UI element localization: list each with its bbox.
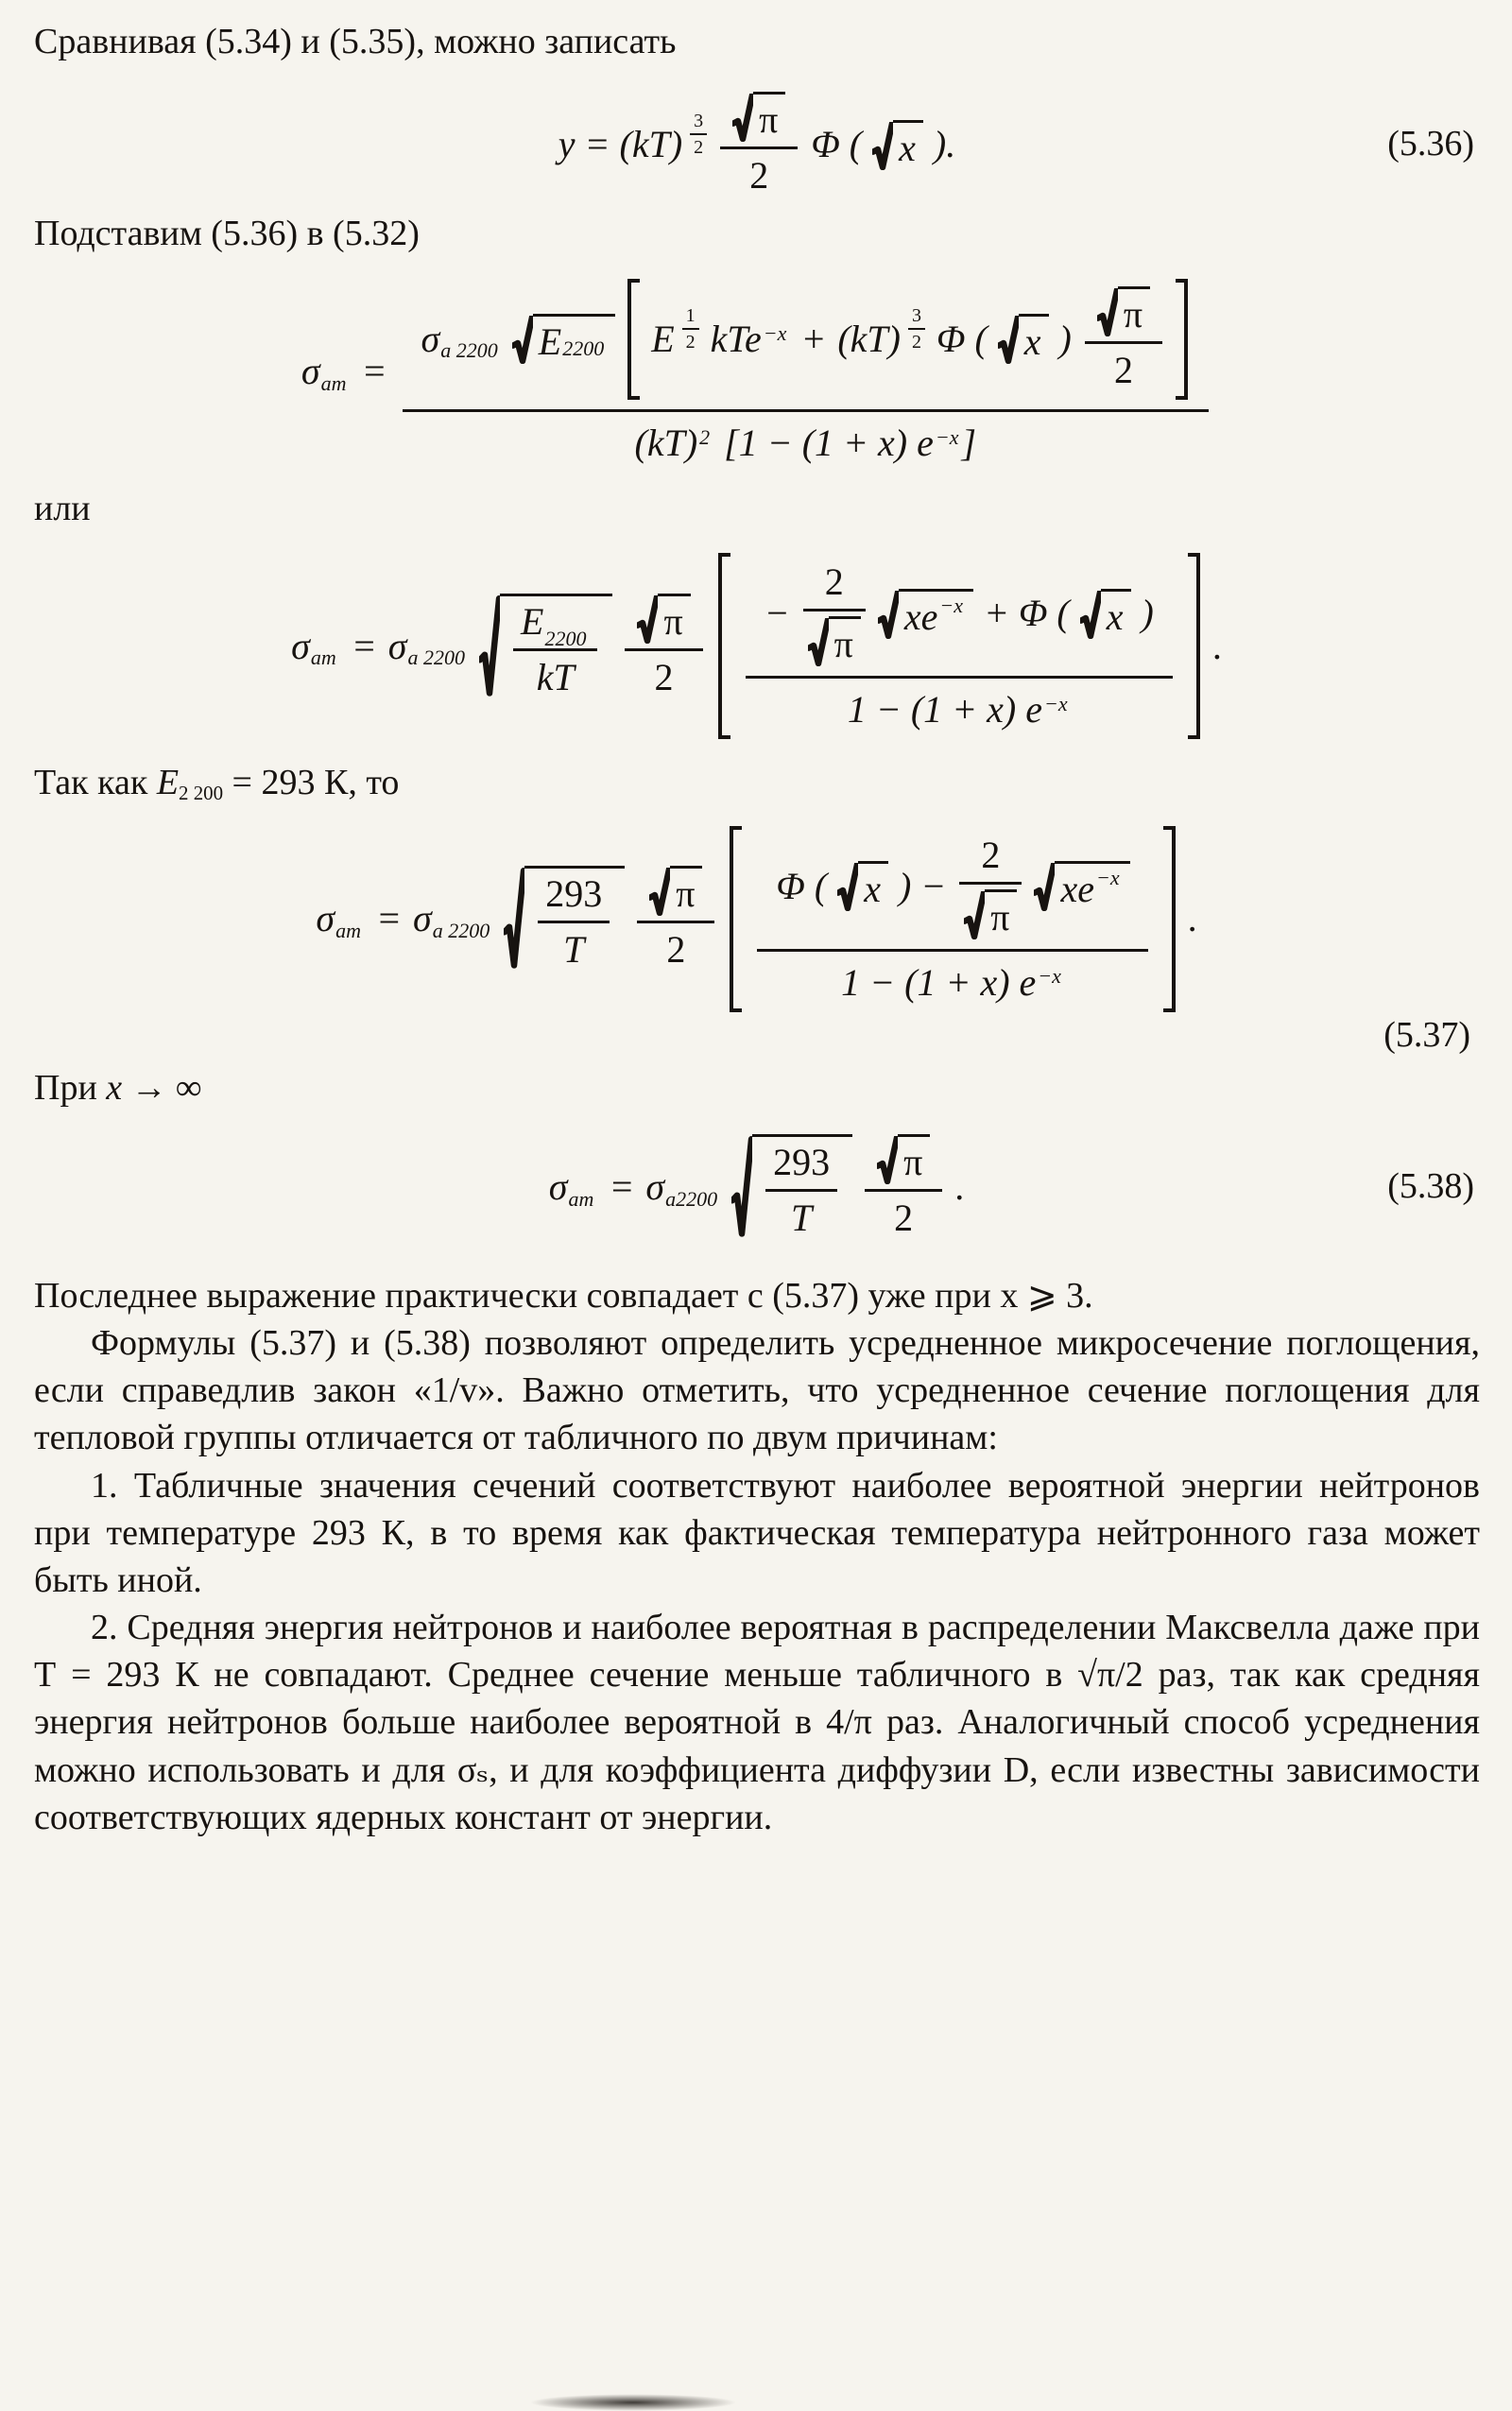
equation-number-537 — [34, 1014, 1470, 1056]
fraction-sqrtpi-over-two — [625, 594, 702, 699]
text-run: 1 − (1 + x) e — [841, 960, 1037, 1004]
radicand-fraction — [524, 866, 625, 972]
left-bracket — [627, 279, 640, 400]
fraction-denominator: 2 — [749, 154, 769, 198]
radicand-pi: π — [829, 616, 861, 666]
sigma-am — [291, 625, 340, 668]
main-fraction-denominator — [403, 412, 1210, 465]
radicand-x: x — [893, 120, 923, 170]
text-run: [1 − (1 + x) e — [724, 421, 934, 464]
fraction-293-over-T — [765, 1141, 837, 1240]
radicand-fraction — [752, 1134, 852, 1240]
xe: xe — [903, 594, 938, 638]
radicand-xe — [1055, 861, 1129, 911]
close-paren: ). — [933, 123, 956, 166]
radical-sign — [872, 120, 893, 170]
plus-phi: + Φ ( — [983, 592, 1070, 635]
subscript-am: am — [568, 1186, 594, 1211]
sqrt-pi — [1097, 286, 1150, 336]
equation-number-536: (5.36) — [1387, 124, 1474, 164]
fraction-sqrtpi-over-two — [865, 1134, 942, 1240]
text-run: = 293 К, то — [223, 763, 400, 803]
xe: xe — [1060, 868, 1094, 911]
text-run: Подставим (5.36) в (5.32) — [34, 214, 420, 254]
text-run: При — [34, 1067, 107, 1108]
radicand-x: x — [858, 861, 888, 911]
subscript-am: am — [335, 918, 361, 942]
exponent-minus-x: −x — [939, 593, 963, 617]
radical-sign — [732, 92, 753, 142]
sqrt-pi — [808, 616, 861, 666]
fraction-numerator — [865, 1134, 942, 1192]
radicand-E2200 — [533, 314, 615, 364]
sqrt-x — [837, 861, 888, 911]
variable-E2200: E — [156, 763, 180, 803]
equation-number: (5.37) — [1383, 1014, 1470, 1055]
radicand-x: x — [1101, 589, 1131, 639]
equation-sigma-am-main — [34, 279, 1480, 465]
bracketed-group — [730, 826, 1175, 1012]
exponent-minus-x: −x — [935, 424, 959, 449]
denominator-term — [848, 688, 1071, 732]
sigma-symbol: σ — [412, 897, 432, 940]
paragraph-formulas: Формулы (5.37) и (5.38) позволяют определить усредненное микросечение поглощения, если справедлив закон «1/v». Важно отметить, что усредненное сечение поглощения для тепловой группы отличается от табличного по двум причинам: — [34, 1323, 1480, 1458]
sigma-symbol: σ — [421, 317, 440, 360]
fraction-denominator: T — [790, 1196, 813, 1239]
right-bracket — [1163, 826, 1176, 1012]
fraction-numerator — [637, 866, 714, 923]
text-run: Сравнивая (5.34) и (5.35), можно записать — [34, 22, 677, 61]
sqrt-pi — [877, 1134, 930, 1184]
paragraph-item-2: 2. Средняя энергия нейтронов и наиболее вероятная в распределении Максвелла даже при Т = 293 К не совпадают. Среднее сечение меньше табличного в √π/2 раз, так как средняя энергия нейтронов больше наиболее вероятной в 4/π раз. Аналогичный способ усреднения можно использовать и для σₛ, и для коэффициента диффузии D, если известны зависимости соответствующих ядерных констант от энергии. — [34, 1608, 1480, 1837]
exponent-denominator: 2 — [685, 331, 696, 353]
radicand-pi: π — [985, 889, 1017, 939]
radical-sign — [1034, 861, 1055, 911]
limit-expression: x → ∞ — [106, 1067, 202, 1108]
fraction-293-over-T — [538, 872, 610, 972]
bracketed-group — [627, 279, 1188, 400]
sigma-am — [301, 350, 351, 393]
sqrt-pi — [649, 866, 702, 916]
left-bracket — [718, 553, 730, 739]
line-or — [34, 486, 1480, 532]
scan-artifact-smudge — [529, 2394, 737, 2411]
sqrt-pi — [732, 92, 785, 142]
sqrt-293-over-T — [731, 1134, 852, 1240]
radicand-pi: π — [670, 866, 702, 916]
fraction-numerator: 2 — [803, 560, 866, 611]
variable-E: E — [521, 599, 544, 643]
kTe: kTe — [710, 317, 762, 360]
radicand-x: x — [1019, 314, 1049, 364]
bracket-content — [742, 826, 1162, 1012]
radicand-pi: π — [658, 594, 690, 644]
radical-sign — [1080, 589, 1101, 639]
fraction-denominator: 2 — [654, 655, 674, 698]
sigma-symbol: σ — [548, 1164, 568, 1208]
fraction-numerator — [720, 92, 798, 149]
sqrt-x — [998, 314, 1049, 364]
equals-sign: = — [609, 1164, 635, 1208]
sqrt-pi — [964, 889, 1017, 939]
equation-5-37 — [34, 826, 1480, 1012]
subscript-a2200: a2200 — [665, 1186, 718, 1211]
sigma-am — [316, 897, 365, 940]
kT: (kT) — [634, 421, 698, 464]
equals-sign: = — [351, 624, 377, 667]
paragraph-item-1: 1. Табличные значения сечений соответствуют наиболее вероятной энергии нейтронов при температуре 293 К, в то время как фактическая температура нейтронного газа может быть иной. — [34, 1465, 1480, 1600]
fraction-numerator: 293 — [538, 872, 610, 923]
radicand-fraction — [500, 594, 612, 699]
fraction-two-over-sqrtpi — [803, 560, 866, 666]
line-at-limit — [34, 1065, 1480, 1111]
close-bracket: ] — [961, 421, 977, 464]
exponent-denominator: 2 — [694, 137, 704, 159]
minus-sign: − — [764, 592, 790, 635]
radical-sign — [998, 314, 1019, 364]
fraction-E2200-over-kT — [513, 600, 597, 699]
denominator-term — [841, 961, 1064, 1005]
equation-number-538: (5.38) — [1387, 1166, 1474, 1207]
radicand-pi: π — [898, 1134, 930, 1184]
radicand-pi: π — [753, 92, 785, 142]
fraction-sqrtpi-over-two — [1085, 286, 1162, 392]
sqrt-x — [872, 120, 923, 170]
bracketed-group — [718, 553, 1200, 739]
equals-sign: = — [361, 350, 387, 393]
fraction-denominator: kT — [536, 655, 575, 698]
sigma-symbol: σ — [316, 897, 335, 940]
period: . — [955, 1164, 966, 1208]
radicand-pi: π — [1118, 286, 1150, 336]
sigma-a2200 — [421, 318, 502, 361]
sqrt-xe — [878, 589, 973, 639]
radical-sign — [637, 594, 658, 644]
subscript-2200: 2200 — [562, 336, 605, 360]
inner-fraction-denominator — [746, 679, 1173, 732]
sigma-symbol: σ — [387, 624, 407, 667]
period: . — [1212, 624, 1223, 667]
sigma-symbol: σ — [645, 1164, 665, 1208]
exponent-three-halves — [690, 111, 707, 158]
right-bracket — [1176, 279, 1188, 400]
left-bracket — [730, 826, 742, 1012]
exponent-numerator: 3 — [690, 111, 707, 135]
period: . — [1188, 897, 1198, 940]
phi-function: Φ ( — [776, 864, 828, 907]
variable-E: E — [651, 317, 675, 360]
close-paren-minus: ) − — [898, 864, 947, 907]
phi-function: Φ ( — [936, 317, 988, 360]
fraction-denominator: T — [563, 928, 585, 972]
sigma-a2200 — [413, 897, 493, 940]
inner-fraction-numerator — [746, 560, 1173, 679]
radical-sign — [877, 1134, 898, 1184]
fraction-numerator — [513, 600, 597, 651]
fraction-sqrtpi-over-two — [637, 866, 714, 972]
kTe-term — [711, 318, 790, 361]
close-paren: ) — [1141, 592, 1154, 635]
fraction-numerator — [1085, 286, 1162, 344]
exponent-minus-x: −x — [1038, 964, 1061, 989]
fraction-sqrtpi-over-two — [720, 92, 798, 198]
fraction-numerator — [625, 594, 702, 651]
radical-sign — [837, 861, 858, 911]
exponent-two: 2 — [699, 424, 711, 449]
body-paragraphs — [34, 1272, 1480, 1841]
fraction-denominator: 2 — [1113, 348, 1133, 391]
inner-fraction-numerator — [757, 834, 1147, 952]
phi-function: Φ ( — [811, 123, 863, 166]
text-run: Так как — [34, 763, 157, 803]
equation-5-36 — [34, 92, 1480, 198]
inner-fraction-denominator — [757, 952, 1147, 1005]
radical-sign — [808, 616, 829, 666]
radical-sign — [964, 889, 985, 939]
radical-sign — [1097, 286, 1118, 336]
sigma-a2200 — [645, 1165, 721, 1209]
kT-squared — [635, 422, 713, 465]
exponent-one-half — [682, 305, 699, 353]
equals-sign: = — [375, 897, 402, 940]
subscript-a2200: a 2200 — [432, 918, 490, 942]
paragraph-last-expression: Последнее выражение практически совпадает с (5.37) уже при x ⩾ 3. — [34, 1275, 1093, 1316]
subscript-a2200: a 2200 — [440, 338, 498, 363]
bracket-content — [730, 553, 1188, 739]
sigma-am — [549, 1165, 598, 1209]
text-run: 1 − (1 + x) e — [847, 688, 1042, 732]
line-compare — [34, 19, 1480, 65]
exponent-minus-x: −x — [1096, 865, 1120, 889]
sqrt-pi — [637, 594, 690, 644]
sigma-symbol: σ — [301, 350, 320, 393]
bracket-content — [640, 279, 1176, 400]
fraction-denominator — [803, 611, 866, 666]
fraction-numerator: 293 — [765, 1141, 837, 1192]
close-paren: ) — [1058, 317, 1072, 360]
radical-sign — [878, 589, 899, 639]
line-substitute — [34, 211, 1480, 257]
exponent-minus-x: −x — [763, 320, 787, 345]
subscript-a2200: a 2200 — [407, 646, 465, 670]
radical-sign — [512, 314, 533, 364]
sqrt-E2200 — [512, 314, 615, 364]
fraction-numerator: 2 — [959, 834, 1022, 885]
denominator-bracket-term — [724, 422, 976, 465]
fraction-denominator — [959, 885, 1022, 939]
sigma-a2200 — [388, 625, 469, 668]
subscript-2200: 2200 — [544, 627, 587, 651]
text-run: или — [34, 488, 91, 528]
exponent-three-halves — [908, 305, 925, 353]
exponent-minus-x: −x — [1044, 692, 1068, 716]
inner-fraction — [746, 560, 1173, 732]
right-bracket — [1188, 553, 1200, 739]
exponent-numerator: 3 — [908, 305, 925, 330]
eq536-lhs: y = (kT) — [558, 123, 683, 166]
equation-5-38 — [34, 1134, 1480, 1240]
variable-E: E — [538, 320, 562, 364]
radical-sign — [649, 866, 670, 916]
radical-sign — [479, 594, 500, 699]
radical-sign — [731, 1134, 752, 1240]
sqrt-E2200-over-kT — [479, 594, 612, 699]
fraction-denominator: 2 — [666, 928, 686, 972]
radicand-xe — [899, 589, 973, 639]
subscript-am: am — [310, 646, 336, 670]
main-fraction-numerator — [403, 279, 1210, 412]
subscript-am: am — [320, 370, 347, 395]
main-fraction — [403, 279, 1210, 465]
inner-fraction — [757, 834, 1147, 1005]
line-since — [34, 760, 1480, 806]
fraction-two-over-sqrtpi — [959, 834, 1022, 939]
sqrt-x — [1080, 589, 1131, 639]
sqrt-293-over-T — [504, 866, 625, 972]
exponent-denominator: 2 — [912, 331, 921, 353]
sqrt-xe — [1034, 861, 1129, 911]
equation-or — [34, 553, 1480, 739]
fraction-denominator: 2 — [894, 1196, 914, 1239]
exponent-numerator: 1 — [682, 305, 699, 330]
plus-sign: + — [800, 317, 827, 360]
radical-sign — [504, 866, 524, 972]
subscript-2200: 2 200 — [179, 782, 224, 805]
kT-term: (kT) — [837, 317, 901, 360]
sigma-symbol: σ — [291, 624, 310, 667]
